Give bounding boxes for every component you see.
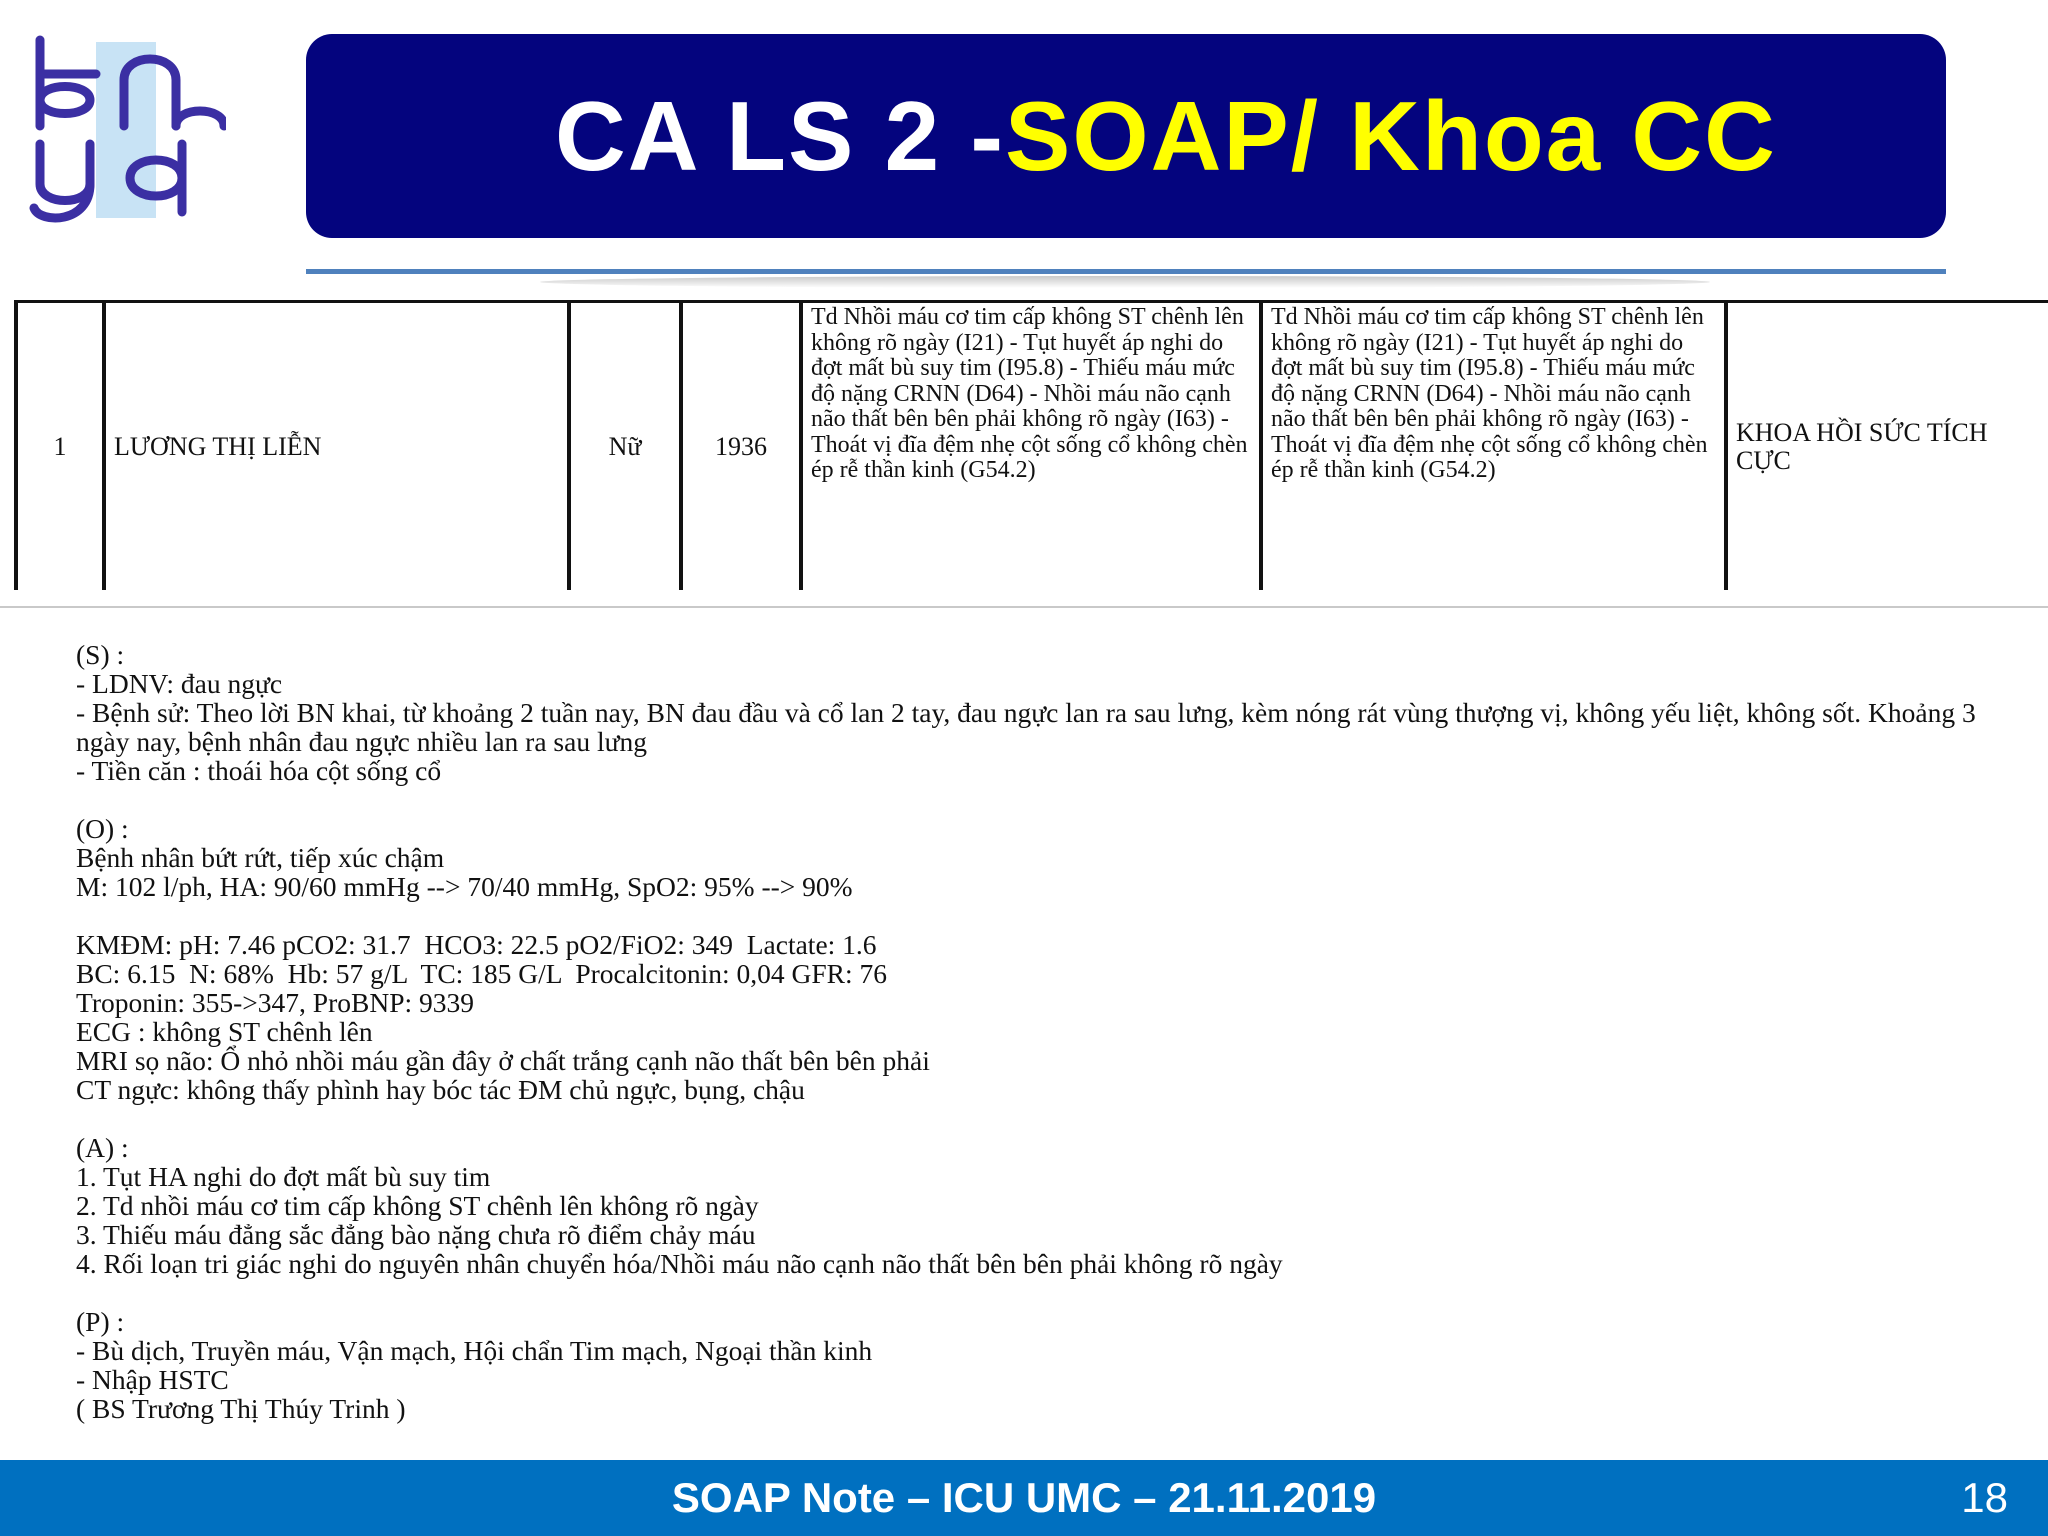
admission-diagnosis: Td Nhồi máu cơ tim cấp không ST chênh lên không rõ ngày (I21) - Tụt huyết áp nghi do đợt mất bù suy tim (I95.8) - Thiếu máu mức độ nặng CRNN (D64) - Nhồi máu não cạnh não thất bên bên phải không rõ ngày (I63) - Thoát vị đĩa đệm nhẹ cột sống cổ không chèn ép rễ thần kinh (G54.2) bbox=[801, 302, 1261, 591]
assessment-item: 1. Tụt HA nghi do đợt mất bù suy tim bbox=[76, 1161, 491, 1192]
history-present-illness: - Bệnh sử: Theo lời BN khai, từ khoảng 2 tuần nay, BN đau đầu và cổ lan 2 tay, đau ngực lan ra sau lưng, kèm nóng rát vùng thượng vị, không yếu liệt, không sốt. Khoảng 3 ngày nay, bệnh nhân đau ngực nhiều lan ra sau lưng bbox=[76, 697, 1983, 757]
footer-text: SOAP Note – ICU UMC – 21.11.2019 bbox=[671, 1474, 1377, 1521]
patient-name: LƯƠNG THỊ LIỄN bbox=[104, 302, 569, 591]
hospital-logo-icon bbox=[26, 34, 226, 224]
title-divider bbox=[306, 269, 1946, 274]
soap-note bbox=[76, 640, 2006, 1452]
objective-heading: (O) : bbox=[76, 813, 129, 844]
exam-finding: Bệnh nhân bứt rứt, tiếp xúc chậm bbox=[76, 842, 445, 873]
past-history: - Tiền căn : thoái hóa cột sống cổ bbox=[76, 755, 442, 786]
department-diagnosis: Td Nhồi máu cơ tim cấp không ST chênh lên không rõ ngày (I21) - Tụt huyết áp nghi do đợt mất bù suy tim (I95.8) - Thiếu máu mức độ nặng CRNN (D64) - Nhồi máu não cạnh não thất bên bên phải không rõ ngày (I63) - Thoát vị đĩa đệm nhẹ cột sống cổ không chèn ép rễ thần kinh (G54.2) bbox=[1261, 302, 1726, 591]
assessment-heading: (A) : bbox=[76, 1132, 129, 1163]
slide-title-box bbox=[306, 34, 1946, 238]
assessment-item: 4. Rối loạn tri giác nghi do nguyên nhân chuyển hóa/Nhồi máu não cạnh não thất bên bên phải không rõ ngày bbox=[76, 1248, 1283, 1279]
patient-record-table bbox=[14, 300, 2048, 590]
objective-section bbox=[76, 814, 2006, 901]
title-divider-shadow bbox=[540, 276, 1710, 288]
plan-section bbox=[76, 1307, 2006, 1423]
patient-birth-year: 1936 bbox=[681, 302, 801, 591]
mri-result: MRI sọ não: Ổ nhỏ nhồi máu gần đây ở chất trắng cạnh não thất bên bên phải bbox=[76, 1045, 930, 1076]
slide-title: CA LS 2 - bbox=[555, 80, 1005, 191]
plan-item: - Bù dịch, Truyền máu, Vận mạch, Hội chẩn Tim mạch, Ngoại thần kinh bbox=[76, 1335, 873, 1366]
author-signature: ( BS Trương Thị Thúy Trinh ) bbox=[76, 1393, 406, 1424]
patient-sex: Nữ bbox=[569, 302, 681, 591]
footer-bar bbox=[0, 1460, 2048, 1536]
subjective-section bbox=[76, 640, 2006, 785]
assessment-section bbox=[76, 1133, 2006, 1278]
table-row bbox=[16, 302, 2048, 591]
slide-title-accent: SOAP/ Khoa CC bbox=[1005, 80, 1777, 191]
plan-heading: (P) : bbox=[76, 1306, 125, 1337]
ecg-result: ECG : không ST chênh lên bbox=[76, 1016, 373, 1047]
department-name: KHOA HỒI SỨC TÍCH CỰC bbox=[1726, 302, 2048, 591]
page-number: 18 bbox=[1961, 1474, 2008, 1521]
vital-signs: M: 102 l/ph, HA: 90/60 mmHg --> 70/40 mmHg, SpO2: 95% --> 90% bbox=[76, 871, 853, 902]
subjective-heading: (S) : bbox=[76, 639, 125, 670]
blood-count-result: BC: 6.15 N: 68% Hb: 57 g/L TC: 185 G/L Procalcitonin: 0,04 GFR: 76 bbox=[76, 958, 887, 989]
lab-results-section bbox=[76, 930, 2006, 1104]
table-bottom-rule bbox=[0, 606, 2048, 608]
assessment-item: 3. Thiếu máu đẳng sắc đẳng bào nặng chưa rõ điểm chảy máu bbox=[76, 1219, 756, 1250]
record-number: 1 bbox=[16, 302, 104, 591]
blood-gas-result: KMĐM: pH: 7.46 pCO2: 31.7 HCO3: 22.5 pO2/FiO2: 349 Lactate: 1.6 bbox=[76, 929, 877, 960]
assessment-item: 2. Td nhồi máu cơ tim cấp không ST chênh lên không rõ ngày bbox=[76, 1190, 759, 1221]
ct-result: CT ngực: không thấy phình hay bóc tác ĐM chủ ngực, bụng, chậu bbox=[76, 1074, 805, 1105]
cardiac-marker-result: Troponin: 355->347, ProBNP: 9339 bbox=[76, 987, 475, 1018]
plan-item: - Nhập HSTC bbox=[76, 1364, 229, 1395]
chief-complaint: - LDNV: đau ngực bbox=[76, 668, 283, 699]
